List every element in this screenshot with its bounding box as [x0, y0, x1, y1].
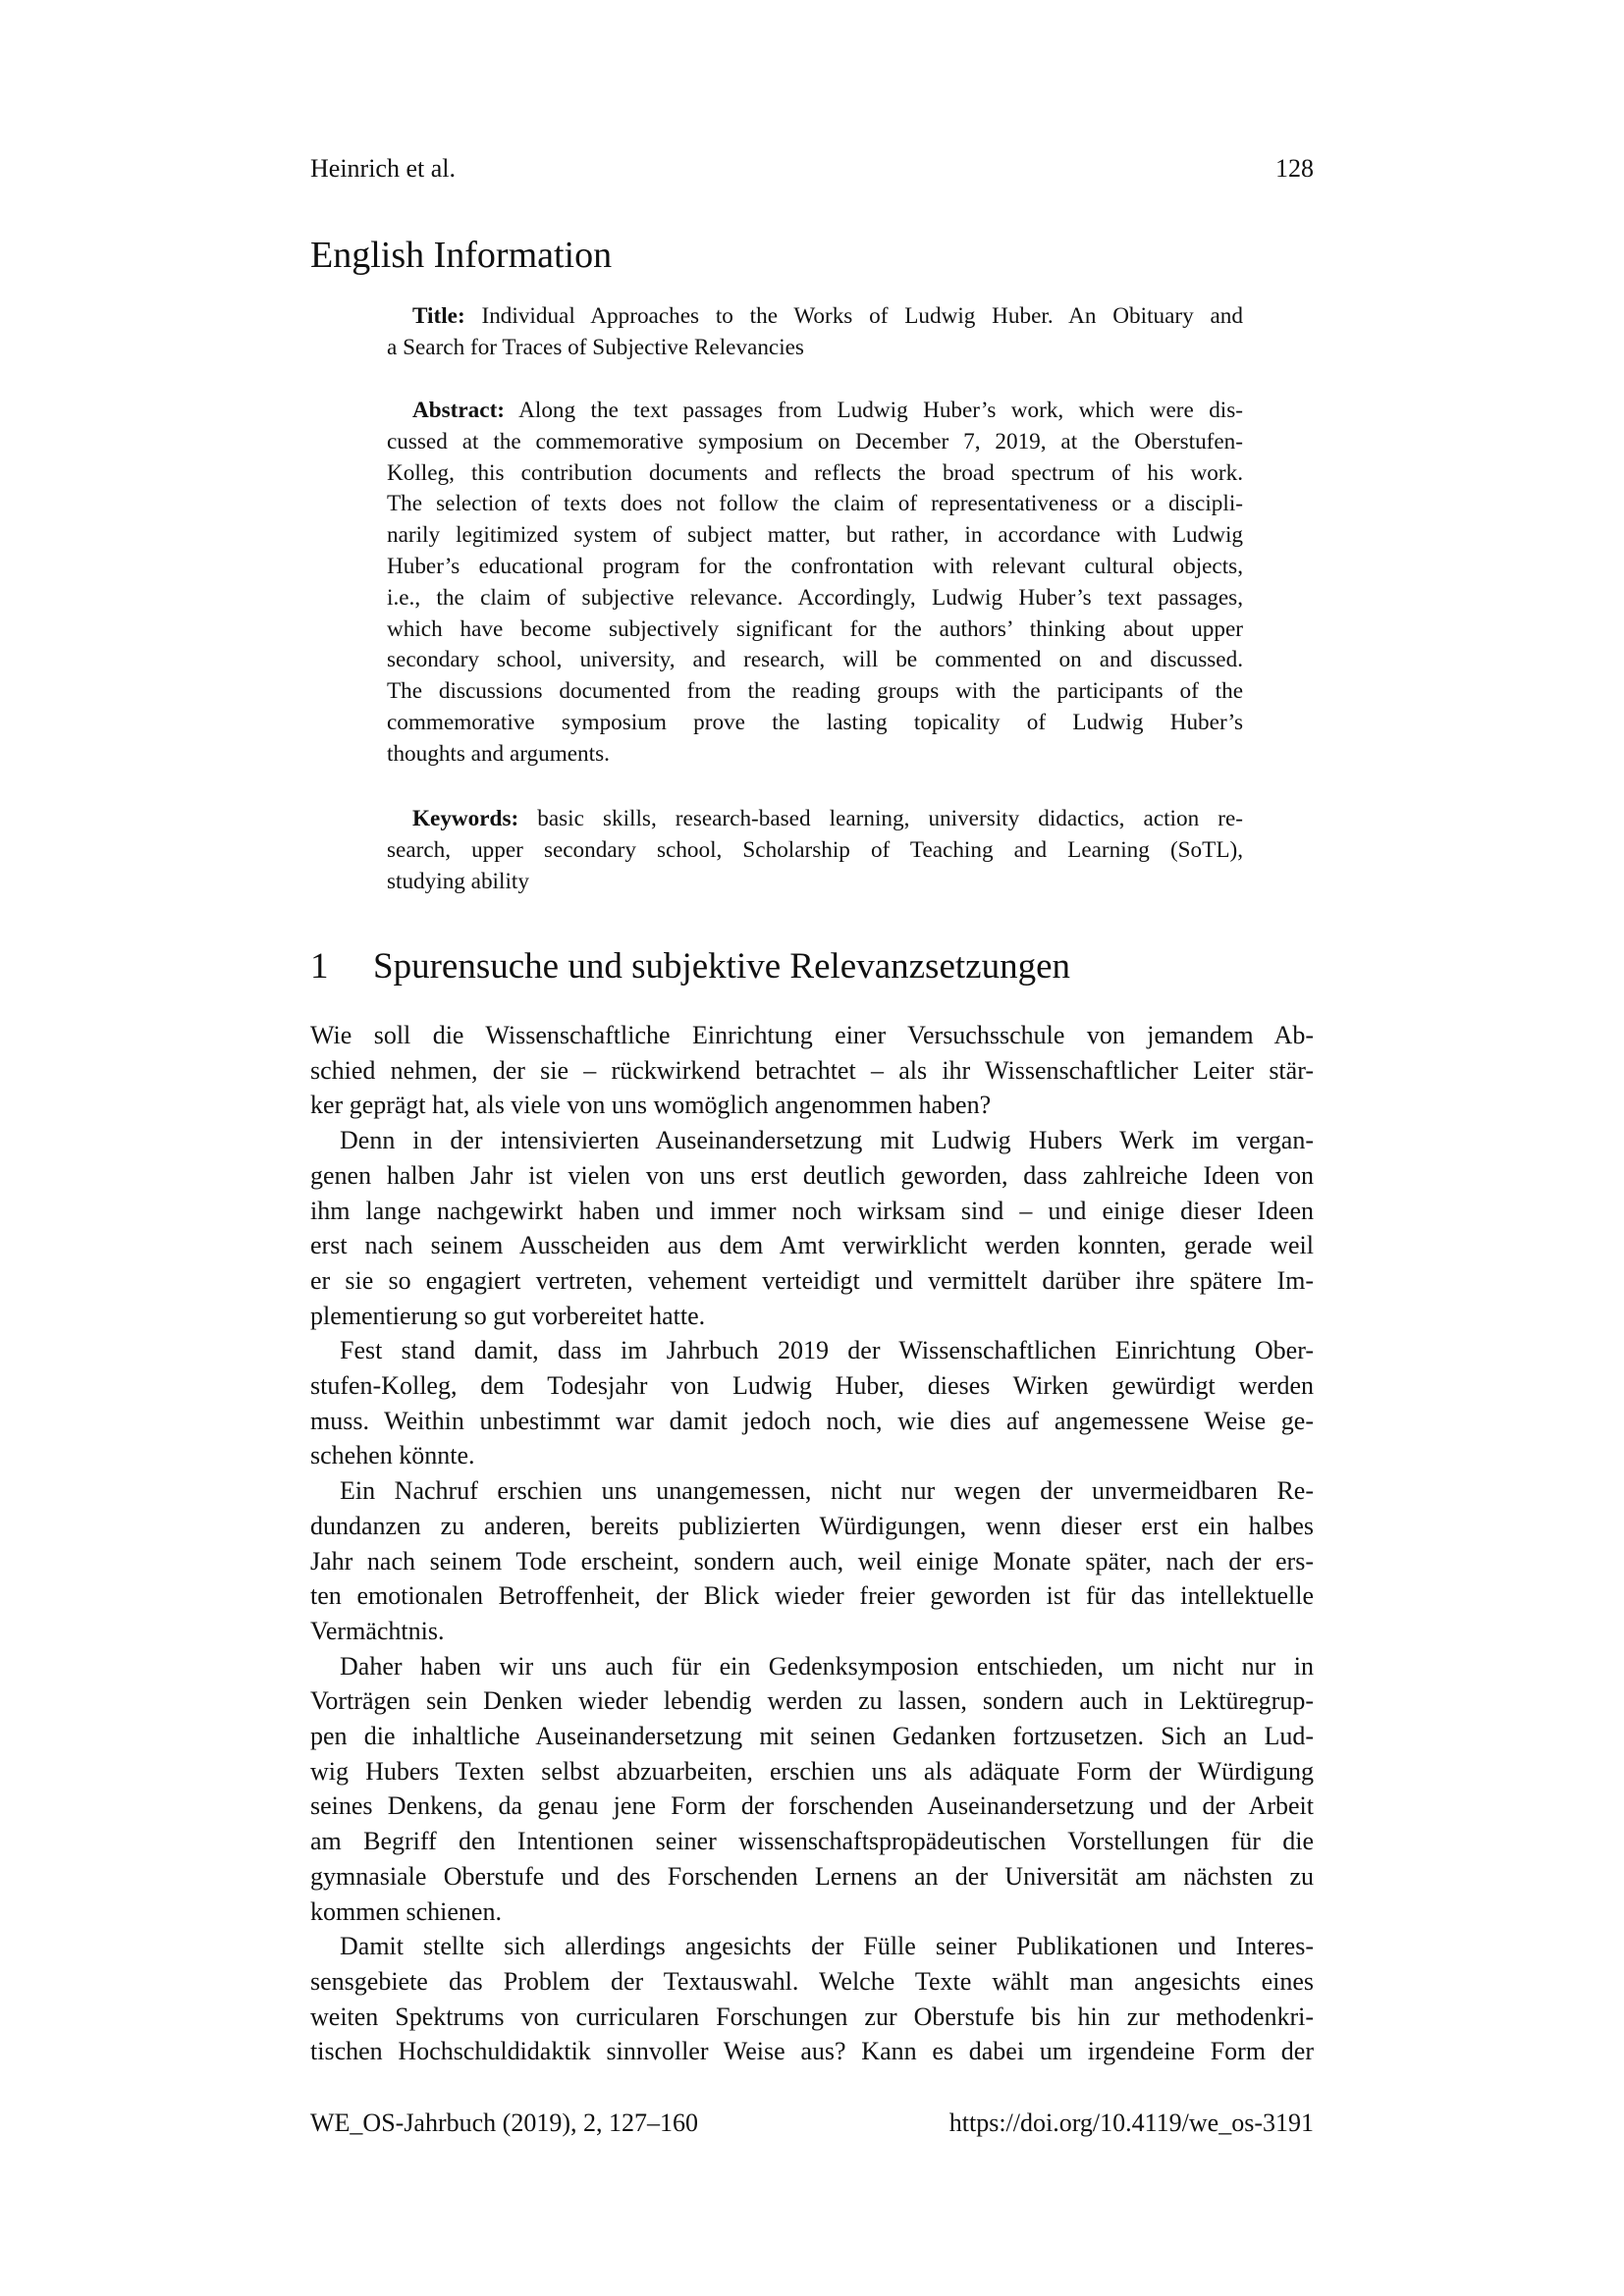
abstract-line: The discussions documented from the reading groups with the participants of the — [387, 678, 1243, 705]
page-footer — [310, 2108, 1314, 2139]
body-line: ihm lange nachgewirkt haben und immer noch wirksam sind – und einige dieser Ideen — [310, 1196, 1314, 1225]
body-line: schehen könnte. — [310, 1441, 475, 1470]
body-line: gymnasiale Oberstufe und des Forschenden Lernens an der Universität am nächsten zu — [310, 1861, 1314, 1891]
paragraph — [310, 1123, 1314, 1333]
abstract-line: Kolleg, this contribution documents and reflects the broad spectrum of his work. — [387, 459, 1243, 486]
body-line: tischen Hochschuldidaktik sinnvoller Weise aus? Kann es dabei um irgendeine Form der — [310, 2037, 1314, 2066]
paragraph — [310, 1473, 1314, 1649]
abstract-line: narily legitimized system of subject matter, but rather, in accordance with Ludwig — [387, 522, 1243, 549]
abstract-line: cussed at the commemorative symposium on December 7, 2019, at the Oberstufen- — [387, 428, 1243, 454]
abstract-line: Huber’s educational program for the confrontation with relevant cultural objects, — [387, 553, 1243, 579]
keywords-line: search, upper secondary school, Scholarship of Teaching and Learning (SoTL), — [387, 836, 1243, 863]
abstract-line: Abstract: Along the text passages from Ludwig Huber’s work, which were dis- — [412, 398, 1243, 423]
body-line: erst nach seinem Ausscheiden aus dem Amt verwirklicht werden konnten, gerade weil — [310, 1231, 1314, 1260]
abstract-block — [387, 396, 1243, 771]
abstract-label: Abstract: — [412, 398, 506, 423]
body-line: genen halben Jahr ist vielen von uns erst deutlich geworden, dass zahlreiche Ideen von — [310, 1160, 1314, 1190]
title-line: a Search for Traces of Subjective Relevancies — [387, 334, 804, 360]
header-authors: Heinrich et al. — [310, 154, 456, 183]
body-line: seines Denkens, da genau jene Form der forschenden Auseinandersetzung und der Arbeit — [310, 1791, 1314, 1821]
abstract-line: secondary school, university, and research, will be commented on and discussed. — [387, 647, 1243, 673]
body-line: ten emotionalen Betroffenheit, der Blick wieder freier geworden ist für das intellektuelle — [310, 1581, 1314, 1611]
abstract-line: which have become subjectively significant for the authors’ thinking about upper — [387, 615, 1243, 642]
paragraph — [310, 1649, 1314, 1930]
page-number: 128 — [1275, 154, 1314, 183]
abstract-line: i.e., the claim of subjective relevance. Accordingly, Ludwig Huber’s text passages, — [387, 584, 1243, 611]
body-text — [310, 1018, 1314, 2069]
body-line: Ein Nachruf erschien uns unangemessen, nicht nur wegen der unvermeidbaren Re- — [340, 1476, 1314, 1506]
keywords-line: studying ability — [387, 868, 529, 894]
body-line: pen die inhaltliche Auseinandersetzung mit seinen Gedanken fortzusetzen. Sich an Lud- — [310, 1722, 1314, 1751]
body-line: muss. Weithin unbestimmt war damit jedoch noch, wie dies auf angemessene Weise ge- — [310, 1406, 1314, 1435]
section-heading — [310, 944, 1070, 989]
abstract-line: thoughts and arguments. — [387, 740, 610, 767]
keywords-label: Keywords: — [412, 806, 519, 831]
keywords-block — [387, 804, 1243, 897]
keywords-line: Keywords: basic skills, research-based learning, university didactics, action re- — [412, 806, 1243, 831]
body-line: sensgebiete das Problem der Textauswahl. Welche Texte wählt man angesichts eines — [310, 1966, 1314, 1996]
body-line: kommen schienen. — [310, 1896, 502, 1926]
section-title: Spurensuche und subjektive Relevanzsetzungen — [373, 946, 1070, 987]
body-line: Denn in der intensivierten Auseinandersetzung mit Ludwig Hubers Werk im vergan- — [340, 1126, 1314, 1155]
body-line: wig Hubers Texten selbst abzuarbeiten, erschien uns als adäquate Form der Würdigung — [310, 1756, 1314, 1786]
body-line: dundanzen zu anderen, bereits publizierten Würdigungen, wenn dieser erst ein halbes — [310, 1511, 1314, 1540]
body-line: er sie so engagiert vertreten, vehement verteidigt und vermittelt darüber ihre spätere Im- — [310, 1265, 1314, 1295]
body-line: Daher haben wir uns auch für ein Gedenksymposion entschieden, um nicht nur in — [340, 1651, 1314, 1681]
section-number: 1 — [310, 946, 329, 987]
body-line: Fest stand damit, dass im Jahrbuch 2019 der Wissenschaftlichen Einrichtung Ober- — [340, 1336, 1314, 1365]
journal-citation: WE_OS-Jahrbuch (2019), 2, 127–160 — [310, 2109, 698, 2137]
body-line: Jahr nach seinem Tode erscheint, sondern auch, weil einige Monate später, nach der ers- — [310, 1546, 1314, 1575]
body-line: weiten Spektrums von curricularen Forschungen zur Oberstufe bis hin zur methodenkri- — [310, 2002, 1314, 2031]
abstract-line: The selection of texts does not follow the claim of representativeness or a discipli- — [387, 491, 1243, 517]
body-line: Wie soll die Wissenschaftliche Einrichtung einer Versuchsschule von jemandem Ab- — [310, 1021, 1314, 1049]
body-line: Vermächtnis. — [310, 1616, 445, 1645]
running-header — [310, 153, 1314, 185]
body-line: stufen-Kolleg, dem Todesjahr von Ludwig Huber, dieses Wirken gewürdigt werden — [310, 1371, 1314, 1401]
body-line: am Begriff den Intentionen seiner wissenschaftspropädeutischen Vorstellungen für die — [310, 1827, 1314, 1856]
body-line: schied nehmen, der sie – rückwirkend betrachtet – als ihr Wissenschaftlicher Leiter stär- — [310, 1055, 1314, 1085]
abstract-line: commemorative symposium prove the lasting topicality of Ludwig Huber’s — [387, 709, 1243, 735]
title-label: Title: — [412, 303, 465, 329]
body-line: Vorträgen sein Denken wieder lebendig werden zu lassen, sondern auch in Lektüregrup- — [310, 1686, 1314, 1716]
english-title-block — [387, 301, 1243, 364]
english-information-heading: English Information — [310, 235, 613, 276]
doi-link[interactable]: https://doi.org/10.4119/we_os-3191 — [948, 2109, 1314, 2137]
body-line: plementierung so gut vorbereitet hatte. — [310, 1301, 706, 1330]
body-line: Damit stellte sich allerdings angesichts der Fülle seiner Publikationen und Interes- — [340, 1932, 1314, 1961]
paragraph — [310, 1929, 1314, 2069]
body-line: ker geprägt hat, als viele von uns womöglich angenommen haben? — [310, 1091, 992, 1120]
paragraph — [310, 1333, 1314, 1473]
title-line: Title: Individual Approaches to the Works of Ludwig Huber. An Obituary and — [412, 303, 1243, 329]
paragraph — [310, 1018, 1314, 1123]
